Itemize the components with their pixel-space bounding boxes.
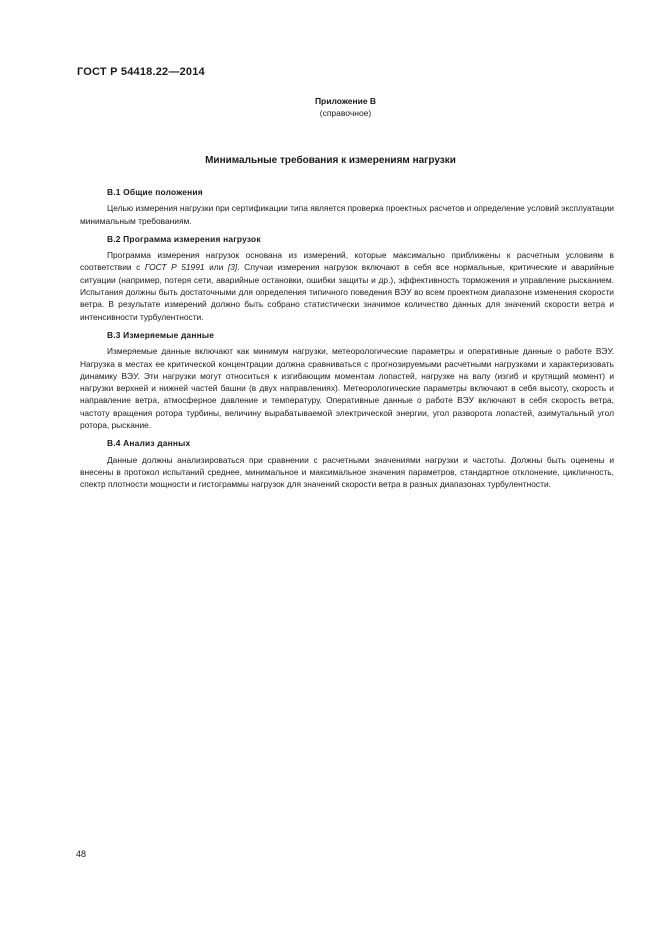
section-text-b2-part3: . Случаи измерения нагрузок включают в себя все нормальные, критические и аварийные ситуации (например, потеря сети, аварийные остановки, ошибки защиты и др.), эффективность торможения и управление рысканием. Испытания должны быть достаточными для определения типичного поведения ВЭУ во всем проектном диапазоне изменения скорости ветра. В результате измерений должно быть собрано статистически значимое количество данных для значений скорости ветра и интенсивности турбулентности. <box>80 262 614 322</box>
section-text-b2 <box>80 249 614 323</box>
section-heading-b4: В.4 Анализ данных <box>107 438 191 449</box>
section-text-b2-part1: Программа измерения нагрузок основана из измерений, которые максимально приближены к расчетным условиям в соответствии с <box>80 250 614 273</box>
reference-bibliography-3: [3] <box>227 262 238 273</box>
section-text-b3: Измеряемые данные включают как минимум нагрузки, метеорологические параметры и оперативные данные о работе ВЭУ. Нагрузка в местах ее критической концентрации должна сравниваться с прогнозируемыми расчетными нагрузками и характеризовать динамику ВЭУ. Эти нагрузки могут относиться к изгибающим моментам лопастей, нагрузке на валу (изгиб и крутящий момент) и нагрузки верхней и нижней частей башни (в двух направлениях). Метеорологические параметры включают в себя высоту, скорость и направление ветра, атмосферное давление и температуру. Оперативные данные о работе ВЭУ включают в себя скорость ветра, частоту вращения ротора турбины, величину вырабатываемой электрической энергии, угол разворота лопастей, азимутальный угол ротора, рыскание. <box>80 346 614 431</box>
section-text-b4: Данные должны анализироваться при сравнении с расчетными значениями нагрузки и частоты. Должны быть оценены и внесены в протокол испытаний среднее, минимальное и максимальное значения параметров, стандартное отклонение, цикличность, спектр плотности мощности и гистограммы нагрузок для значений скорости ветра в разных диапазонах турбулентности. <box>80 454 614 490</box>
section-text-b2-part2: или <box>204 262 228 273</box>
document-body <box>80 186 614 497</box>
appendix-label: Приложение В <box>314 96 377 106</box>
appendix-title: Минимальные требования к измерениям нагрузки <box>205 155 456 166</box>
appendix-type: (справочное) <box>319 108 372 118</box>
section-heading-b3: В.3 Измеряемые данные <box>107 329 215 340</box>
reference-gost-51991: ГОСТ Р 51991 <box>144 262 205 273</box>
section-heading-b2: В.2 Программа измерения нагрузок <box>107 233 261 244</box>
page-number: 48 <box>76 849 87 859</box>
section-heading-b1: В.1 Общие положения <box>107 187 203 197</box>
section-text-b1: Целью измерения нагрузки при сертификации типа является проверка проектных расчетов и определение условий эксплуатации минимальным требованиям. <box>80 203 614 226</box>
appendix-heading <box>0 95 661 119</box>
standard-code: ГОСТ Р 54418.22—2014 <box>77 66 205 78</box>
